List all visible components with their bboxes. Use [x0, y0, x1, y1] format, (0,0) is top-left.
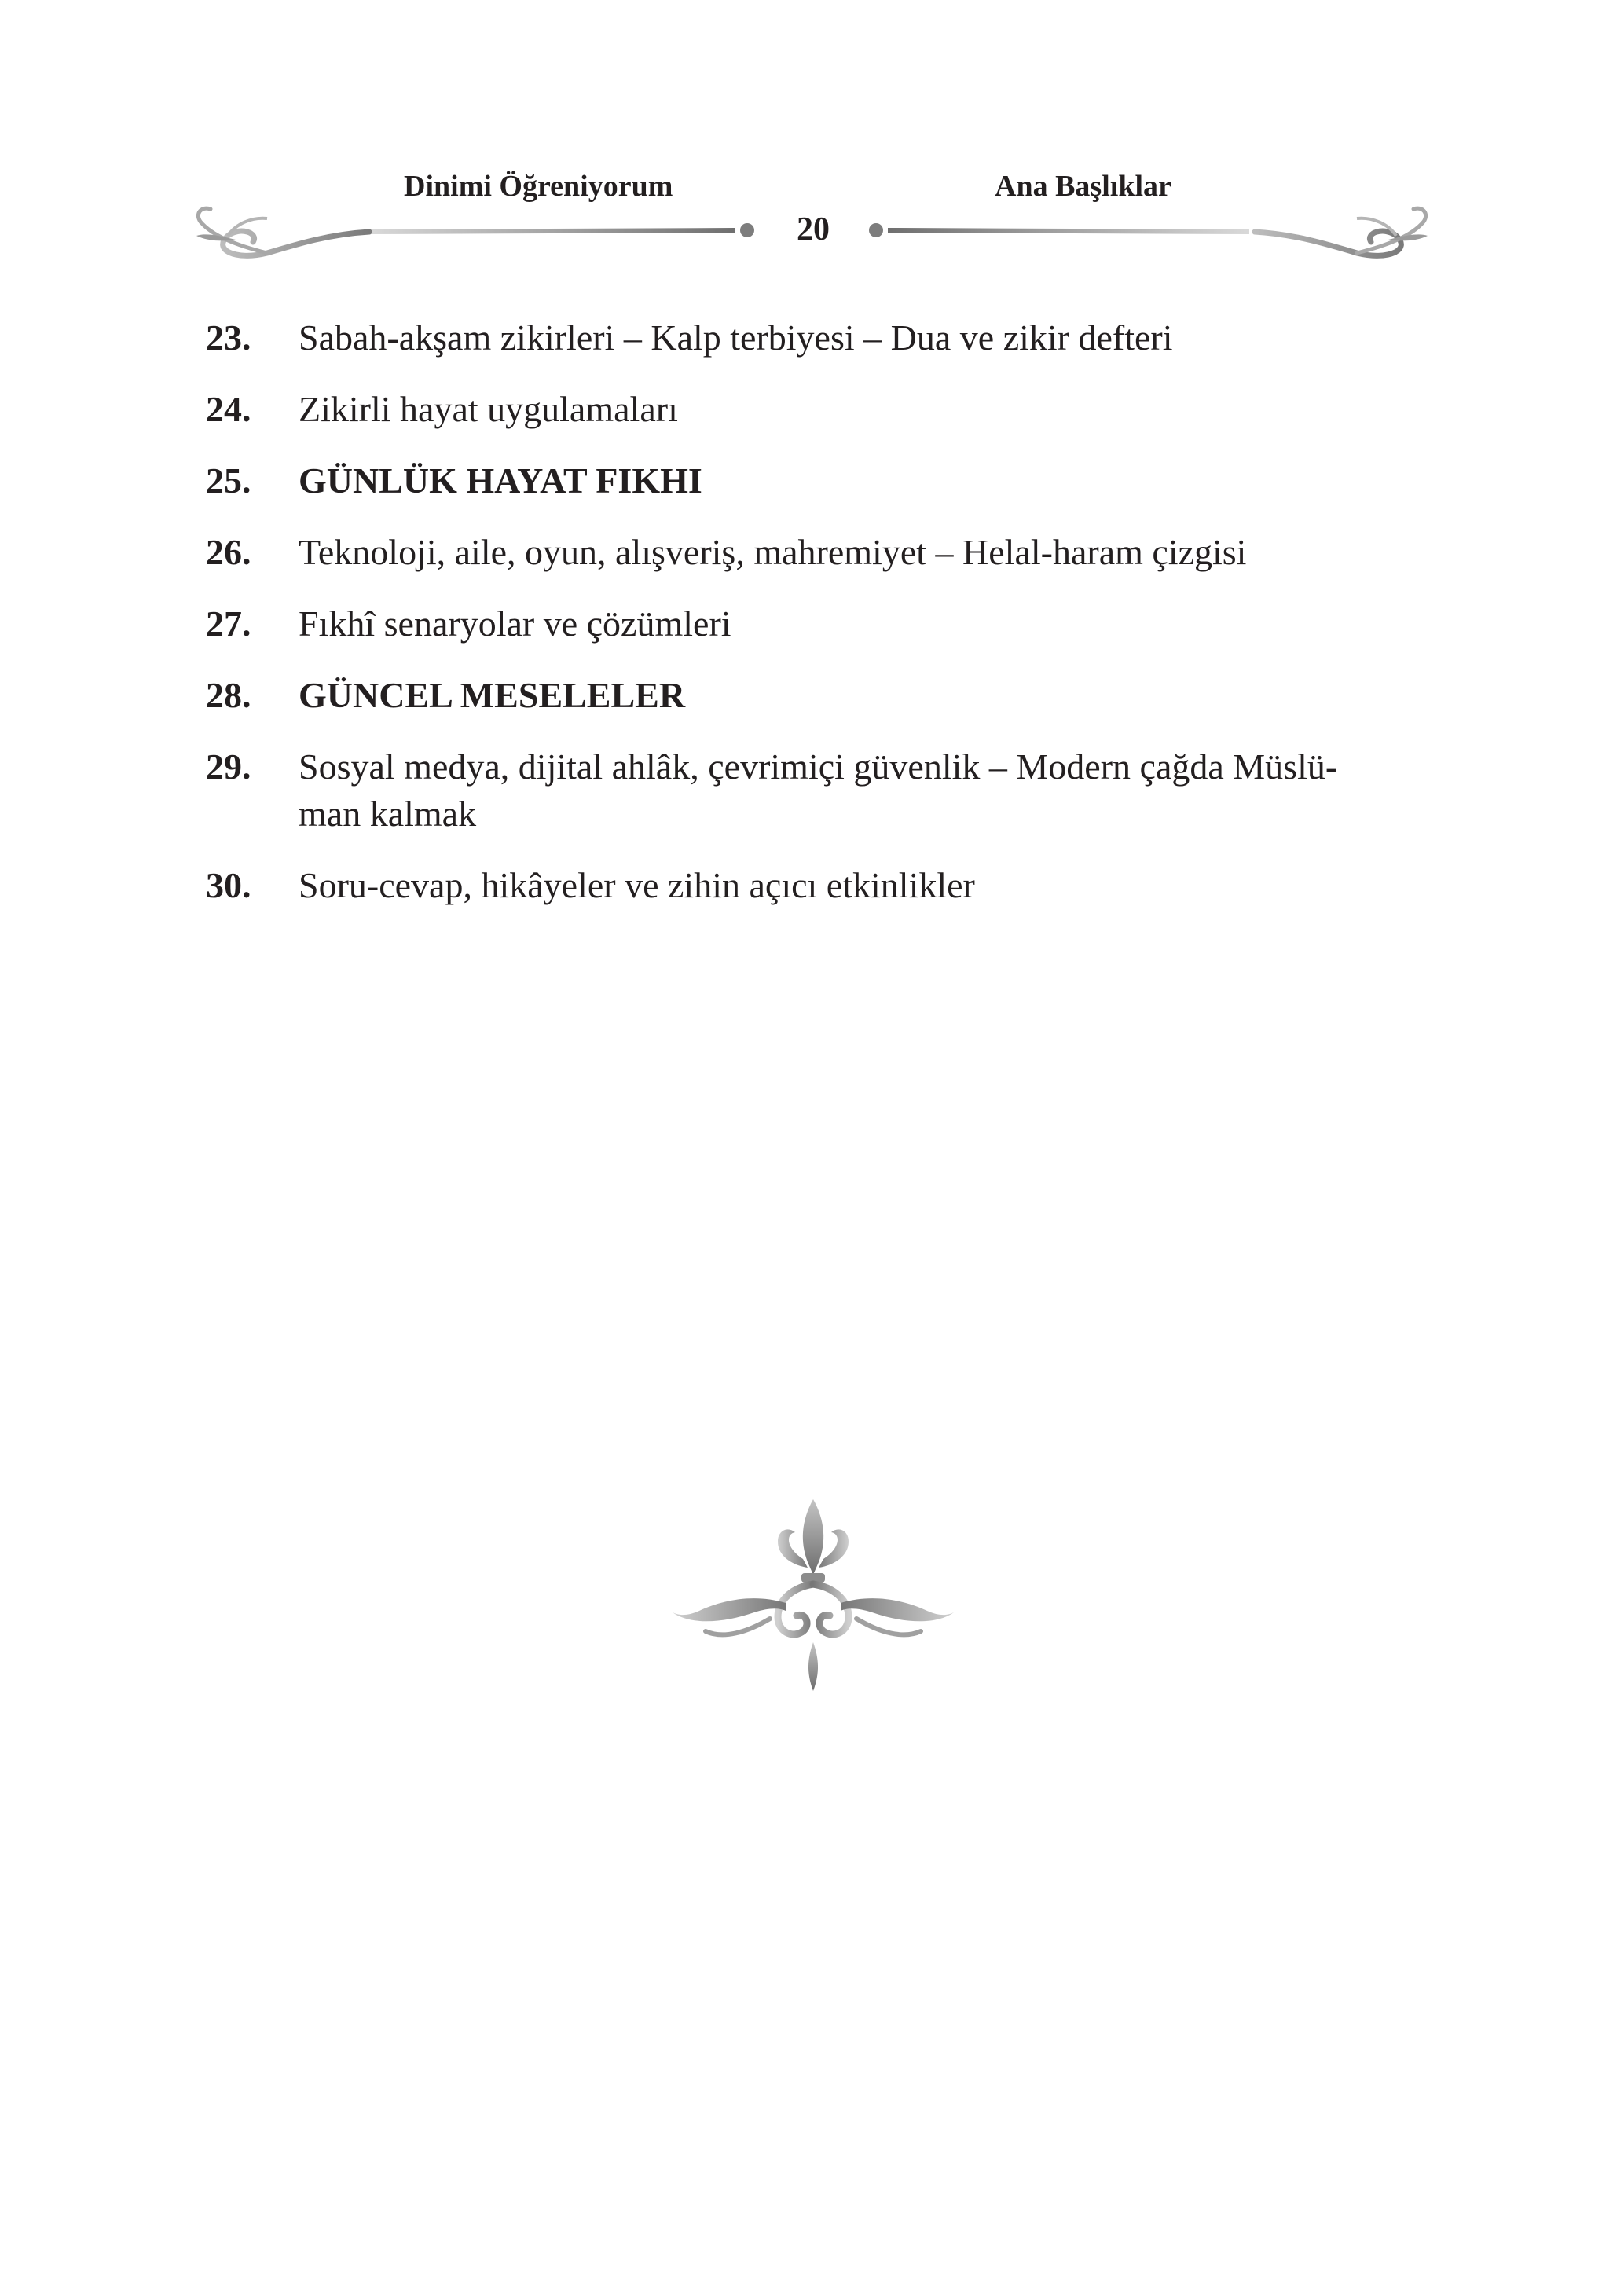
- section-heading: GÜNLÜK HAYAT FIKHI: [299, 460, 702, 501]
- item-number: 26.: [206, 532, 251, 572]
- item-text-continuation: man kalmak: [299, 794, 477, 834]
- list-item-heading: [206, 457, 1432, 504]
- item-number: 30.: [206, 865, 251, 905]
- item-text: Sosyal medya, dijital ahlâk, çevrimiçi güvenlik – Modern çağda Müslü-: [299, 746, 1338, 787]
- list-item: [206, 600, 1432, 647]
- list-item-heading: [206, 672, 1432, 719]
- list-item: [206, 743, 1432, 838]
- item-text: Zikirli hayat uygulamaları: [299, 389, 678, 429]
- item-text: Teknoloji, aile, oyun, alışveriş, mahremiyet – Helal-haram çizgisi: [299, 532, 1247, 572]
- list-item: [206, 386, 1432, 433]
- item-number: 25.: [206, 460, 251, 501]
- list-item: [206, 314, 1432, 361]
- item-number: 28.: [206, 675, 251, 715]
- section-title: Ana Başlıklar: [995, 170, 1171, 203]
- item-text: Fıkhî senaryolar ve çözümleri: [299, 603, 731, 644]
- item-number: 27.: [206, 603, 251, 644]
- item-text: Soru-cevap, hikâyeler ve zihin açıcı etkinlikler: [299, 865, 975, 905]
- topic-list: [206, 314, 1432, 933]
- list-item: [206, 529, 1432, 576]
- item-text: Sabah-akşam zikirleri – Kalp terbiyesi – Dua ve zikir defteri: [299, 317, 1173, 358]
- book-title: Dinimi Öğreniyorum: [404, 170, 673, 203]
- list-item: [206, 862, 1432, 909]
- fleur-de-lis-icon: [668, 1493, 959, 1697]
- item-number: 24.: [206, 389, 251, 429]
- item-number: 23.: [206, 317, 251, 358]
- item-number: 29.: [206, 746, 251, 787]
- section-heading: GÜNCEL MESELELER: [299, 675, 686, 715]
- page-number: 20: [797, 211, 830, 248]
